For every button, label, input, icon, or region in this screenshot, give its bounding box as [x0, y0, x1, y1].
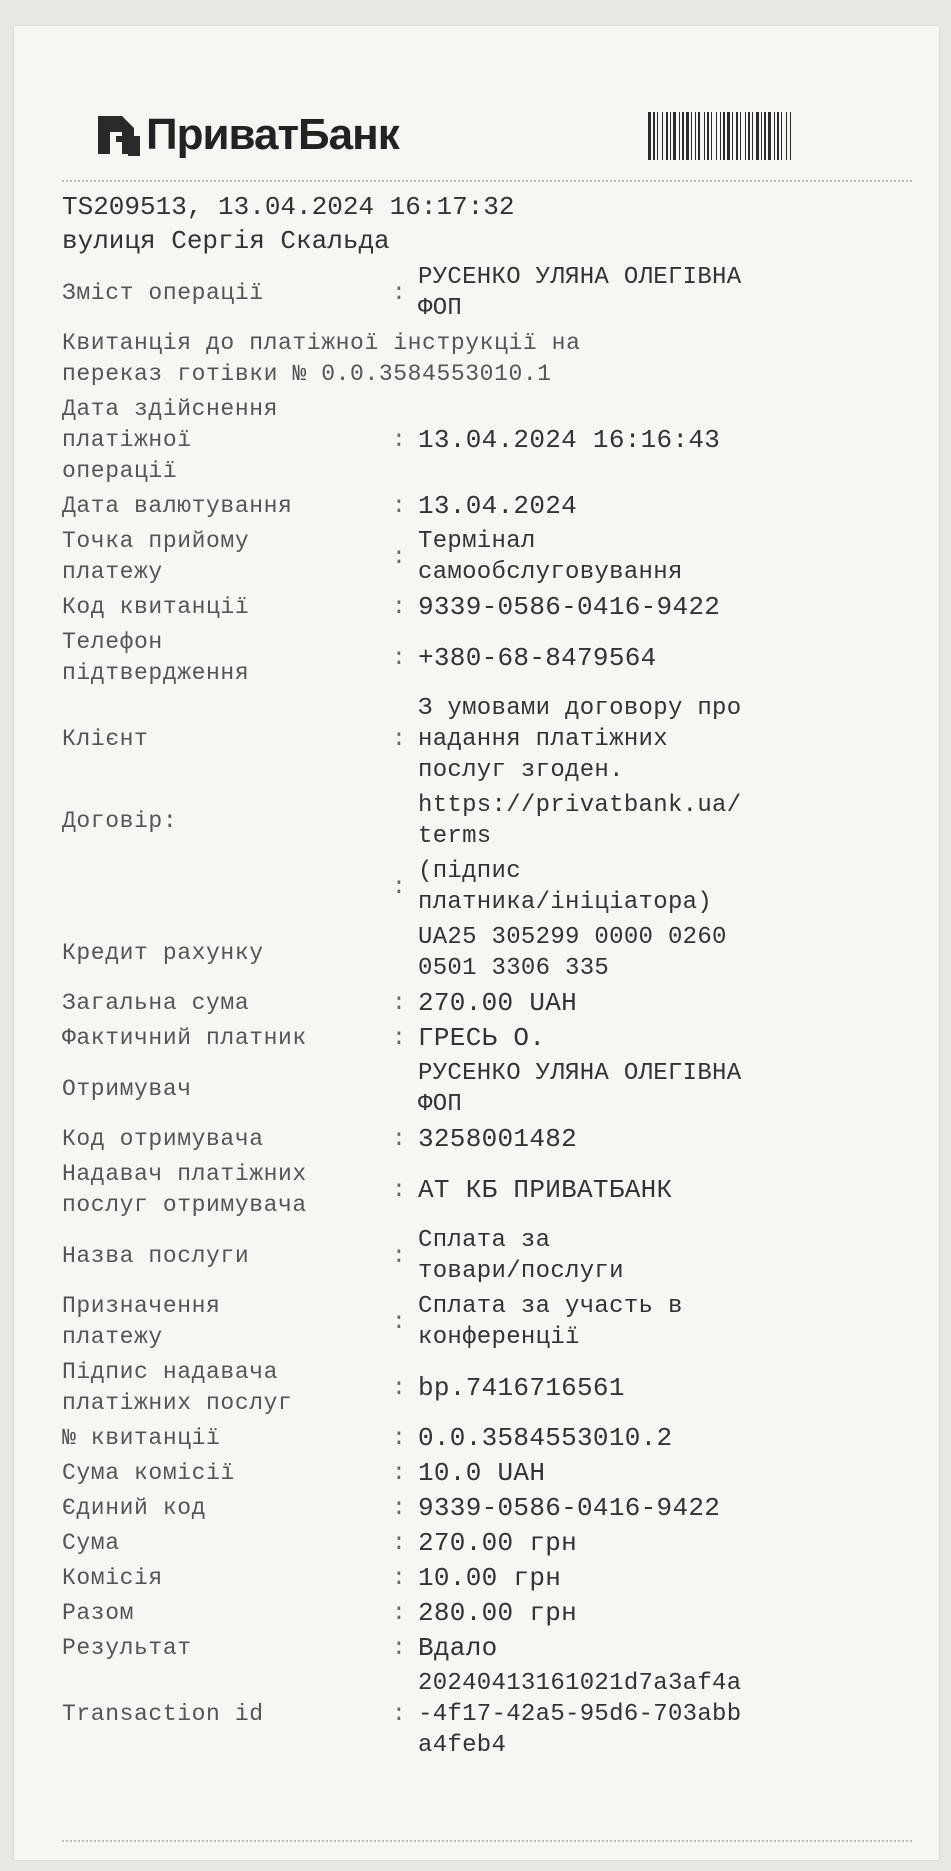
separator: : [392, 990, 406, 1016]
value-line: Сплата за участь в [418, 1293, 683, 1320]
detail-label [62, 920, 392, 986]
separator: : [392, 1635, 406, 1661]
detail-value [418, 1056, 922, 1122]
separator: : [392, 1530, 406, 1556]
detail-label [62, 1631, 392, 1666]
receipt-header [96, 110, 896, 170]
detail-row [62, 1421, 922, 1456]
detail-label [62, 1289, 392, 1355]
receipt-description [62, 326, 922, 392]
label-line: Підпис надавача [62, 1359, 279, 1385]
label-line: Точка прийому [62, 528, 250, 554]
barcode-bar [720, 112, 721, 160]
barcode-bar [695, 112, 696, 160]
detail-label [62, 1157, 392, 1223]
detail-row [62, 489, 922, 524]
value-line: UA25 305299 0000 0260 [418, 924, 727, 951]
detail-label [62, 524, 392, 590]
barcode-bar [662, 112, 663, 160]
terminal-datetime: TS209513, 13.04.2024 16:17:32 [62, 192, 515, 222]
barcode-bar [774, 112, 775, 160]
value-line: 9339-0586-0416-9422 [418, 592, 721, 622]
value-line: ФОП [418, 1091, 463, 1118]
detail-row [62, 1456, 922, 1491]
value-line: 280.00 грн [418, 1598, 578, 1628]
detail-row [62, 392, 922, 489]
label-line: платежу [62, 1324, 163, 1350]
detail-row [62, 1157, 922, 1223]
value-line: (підпис [418, 858, 521, 885]
detail-value [418, 1596, 922, 1631]
value-line: РУСЕНКО УЛЯНА ОЛЕГІВНА [418, 264, 742, 291]
receipt-meta [62, 190, 912, 258]
barcode-bar [761, 112, 762, 160]
detail-row [62, 260, 922, 326]
detail-value [418, 260, 922, 326]
detail-value [418, 489, 922, 524]
description-line: переказ готівки № 0.0.3584553010.1 [62, 361, 552, 387]
detail-label [62, 1056, 392, 1122]
detail-value [418, 524, 922, 590]
value-line: самообслуговування [418, 559, 683, 586]
value-line: bp.7416716561 [418, 1372, 625, 1403]
barcode-bar [666, 112, 668, 160]
barcode-bar [756, 112, 759, 160]
value-line: З умовами договору про [418, 695, 742, 722]
label-line: Код отримувача [62, 1126, 264, 1152]
label-line: операції [62, 458, 178, 484]
value-line: terms [418, 823, 492, 850]
detail-value [418, 625, 922, 691]
barcode-bar [698, 112, 700, 160]
label-line: Єдиний код [62, 1495, 207, 1521]
value-line: 10.00 грн [418, 1563, 562, 1593]
label-line: Клієнт [62, 726, 149, 752]
value-line: 0501 3306 335 [418, 955, 610, 982]
value-line: ФОП [418, 295, 463, 322]
separator: : [392, 427, 406, 453]
barcode-bar [736, 112, 738, 160]
barcode-bar [716, 112, 717, 160]
barcode-bar [768, 112, 771, 160]
barcode-bar [740, 112, 741, 160]
detail-label [62, 1421, 392, 1456]
separator: : [392, 493, 406, 519]
value-line: конференції [418, 1324, 580, 1351]
label-line: Дата валютування [62, 493, 293, 519]
detail-row [62, 986, 922, 1021]
label-line: Зміст операції [62, 279, 264, 306]
barcode-bar [673, 112, 676, 160]
separator: : [392, 1242, 406, 1269]
barcode-bar [764, 112, 766, 160]
detail-label [62, 1596, 392, 1631]
detail-label [62, 1666, 392, 1763]
label-line: Кредит рахунку [62, 939, 264, 966]
separator: : [392, 1176, 406, 1203]
label-line: Назва послуги [62, 1242, 250, 1269]
detail-row [62, 1491, 922, 1526]
detail-row [62, 1056, 922, 1122]
detail-value [418, 1456, 922, 1491]
detail-value [418, 1666, 922, 1763]
label-line: платіжних послуг [62, 1390, 293, 1416]
label-line: Загальна сума [62, 990, 250, 1016]
label-line: Договір: [62, 807, 178, 834]
detail-value [418, 691, 922, 788]
separator: : [392, 279, 406, 306]
barcode-bar [745, 112, 746, 160]
barcode-bar [670, 112, 671, 160]
separator: : [392, 1460, 406, 1486]
detail-row [62, 326, 922, 392]
value-line: -4f17-42a5-95d6-703abb [418, 1701, 742, 1728]
separator: : [392, 1374, 406, 1401]
detail-label [62, 392, 392, 489]
detail-value [418, 1355, 922, 1421]
barcode-bar [679, 112, 680, 160]
detail-value [418, 1021, 922, 1056]
barcode-bar [732, 112, 733, 160]
detail-value [418, 854, 922, 920]
separator: : [392, 1600, 406, 1626]
label-line: Отримувач [62, 1075, 192, 1102]
divider [62, 180, 912, 182]
detail-value [418, 1421, 922, 1456]
value-line: 270.00 грн [418, 1528, 578, 1558]
detail-label [62, 1491, 392, 1526]
label-line: Фактичний платник [62, 1025, 307, 1051]
separator: : [392, 1308, 406, 1335]
label-line: Дата здійснення [62, 396, 279, 422]
label-line: Разом [62, 1600, 135, 1626]
bank-logo [96, 110, 399, 160]
detail-row [62, 524, 922, 590]
label-line: Надавач платіжних [62, 1161, 307, 1187]
separator [392, 1056, 418, 1122]
detail-value [418, 1157, 922, 1223]
detail-row [62, 1526, 922, 1561]
value-line: https://privatbank.ua/ [418, 792, 742, 819]
detail-label [62, 1526, 392, 1561]
detail-value [418, 920, 922, 986]
value-line: Сплата за [418, 1227, 551, 1254]
terminal-address: вулиця Сергія Скальда [62, 226, 390, 256]
detail-row [62, 590, 922, 625]
detail-label [62, 590, 392, 625]
detail-label [62, 260, 392, 326]
detail-value [418, 1561, 922, 1596]
barcode-bar [748, 112, 750, 160]
separator: : [392, 1701, 406, 1727]
barcode-bar [704, 112, 705, 160]
detail-label [62, 1021, 392, 1056]
detail-row [62, 920, 922, 986]
detail-row [62, 1021, 922, 1056]
detail-row [62, 1122, 922, 1157]
detail-value [418, 788, 922, 854]
label-line: платіжної [62, 427, 192, 453]
detail-row [62, 1666, 922, 1763]
separator: : [392, 1025, 406, 1051]
value-line: +380-68-8479564 [418, 642, 657, 673]
detail-value [418, 1526, 922, 1561]
separator: : [392, 594, 406, 620]
value-line: 10.0 UAH [418, 1458, 546, 1488]
value-line: 0.0.3584553010.2 [418, 1423, 673, 1453]
value-line: надання платіжних [418, 726, 668, 753]
separator: : [392, 1425, 406, 1451]
detail-label [62, 1456, 392, 1491]
detail-value [418, 1289, 922, 1355]
separator: : [392, 1495, 406, 1521]
value-line: 270.00 UAH [418, 988, 578, 1018]
barcode-bar [790, 112, 791, 160]
label-line: Комісія [62, 1565, 163, 1591]
detail-label [62, 854, 392, 920]
label-line: Сума [62, 1530, 120, 1556]
privatbank-logo-icon [96, 112, 142, 158]
detail-row [62, 1355, 922, 1421]
detail-row [62, 625, 922, 691]
value-line: послуг згоден. [418, 757, 624, 784]
detail-row [62, 691, 922, 788]
value-line: Вдало [418, 1633, 498, 1663]
value-line: 13.04.2024 16:16:43 [418, 425, 721, 455]
barcode-bar [686, 112, 689, 160]
barcode-bar [657, 112, 658, 160]
label-line: платежу [62, 559, 163, 585]
detail-value [418, 1223, 922, 1289]
separator: : [392, 726, 406, 752]
detail-value [418, 1122, 922, 1157]
detail-value [418, 1631, 922, 1666]
label-line: послуг отримувача [62, 1192, 307, 1218]
detail-label [62, 788, 392, 854]
detail-row [62, 854, 922, 920]
detail-label [62, 691, 392, 788]
detail-label [62, 489, 392, 524]
value-line: ГРЕСЬ О. [418, 1023, 546, 1053]
value-line: РУСЕНКО УЛЯНА ОЛЕГІВНА [418, 1060, 742, 1087]
separator [392, 788, 418, 854]
detail-row [62, 1223, 922, 1289]
barcode-bar [682, 112, 684, 160]
divider-bottom [62, 1840, 912, 1842]
detail-label [62, 625, 392, 691]
barcode-bar [711, 112, 712, 160]
separator [392, 920, 418, 986]
label-line: Код квитанції [62, 594, 250, 620]
detail-label [62, 986, 392, 1021]
separator: : [392, 1126, 406, 1152]
barcode-bar [648, 112, 651, 160]
value-line: АТ КБ ПРИВАТБАНК [418, 1174, 673, 1205]
label-line: підтвердження [62, 660, 250, 686]
detail-row [62, 1561, 922, 1596]
label-line: Результат [62, 1635, 192, 1661]
separator: : [392, 1565, 406, 1591]
detail-label [62, 1561, 392, 1596]
separator: : [392, 543, 406, 570]
barcode-bar [723, 112, 725, 160]
value-line: товари/послуги [418, 1258, 624, 1285]
separator: : [392, 644, 406, 671]
value-line: Термінал [418, 528, 536, 555]
detail-value [418, 986, 922, 1021]
detail-label [62, 1355, 392, 1421]
value-line: 13.04.2024 [418, 491, 578, 521]
label-line: Призначення [62, 1293, 221, 1319]
value-line: 9339-0586-0416-9422 [418, 1493, 721, 1523]
detail-label [62, 1122, 392, 1157]
description-line: Квитанція до платіжної інструкції на [62, 330, 581, 356]
barcode-icon [648, 112, 900, 165]
label-line: Телефон [62, 629, 163, 655]
bank-name: ПриватБанк [146, 110, 399, 159]
barcode-bar [777, 112, 779, 160]
value-line: платника/ініціатора) [418, 889, 713, 916]
barcode-bar [707, 112, 709, 160]
value-line: 3258001482 [418, 1124, 578, 1154]
detail-value [418, 590, 922, 625]
barcode-bar [691, 112, 692, 160]
receipt-details [62, 260, 922, 1763]
detail-label [62, 1223, 392, 1289]
detail-row [62, 788, 922, 854]
detail-row [62, 1289, 922, 1355]
detail-value [418, 1491, 922, 1526]
value-line: a4feb4 [418, 1732, 507, 1759]
barcode-bar [653, 112, 655, 160]
detail-row [62, 1596, 922, 1631]
label-line: Сума комісії [62, 1460, 235, 1486]
barcode-bar [727, 112, 730, 160]
barcode-bar [752, 112, 753, 160]
value-line: 20240413161021d7a3af4a [418, 1670, 742, 1697]
separator: : [392, 873, 406, 900]
detail-value [418, 392, 922, 489]
label-line: № квитанції [62, 1425, 221, 1451]
detail-row [62, 1631, 922, 1666]
label-line: Transaction id [62, 1701, 264, 1727]
barcode-bar [781, 112, 782, 160]
barcode-bar [786, 112, 787, 160]
